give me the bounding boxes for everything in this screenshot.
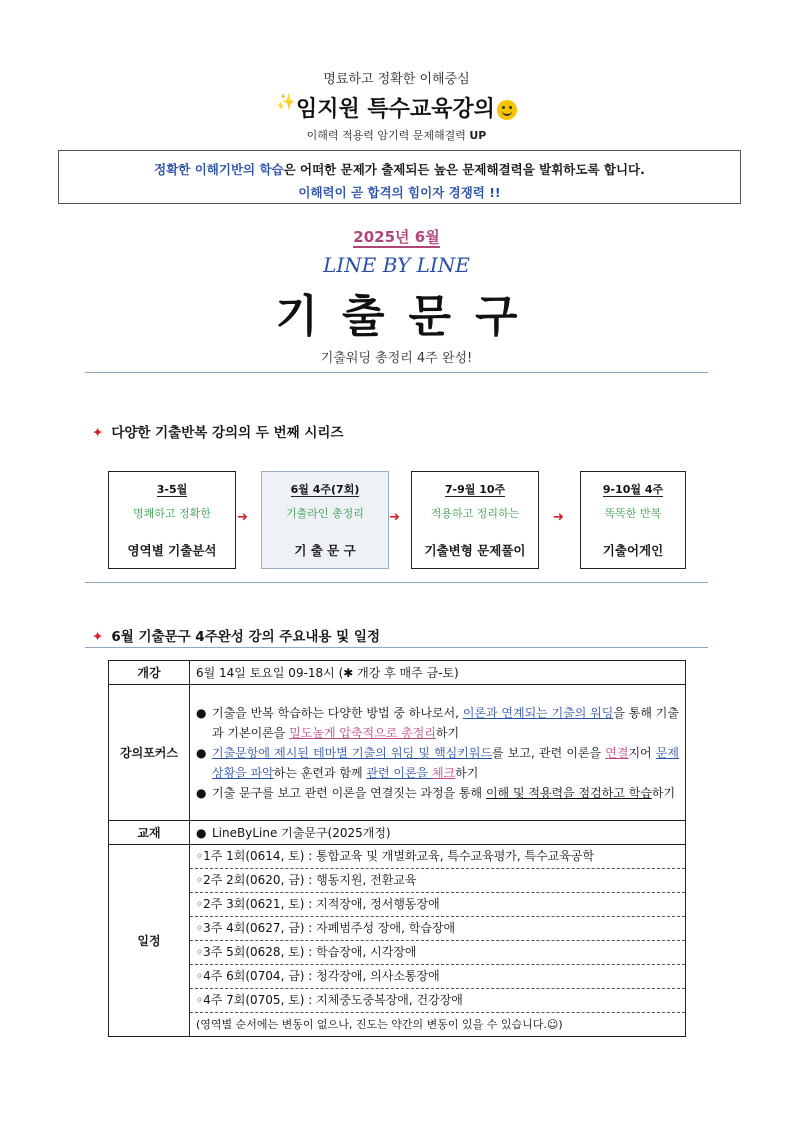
arrow-right-icon: ➜: [553, 510, 564, 525]
row-label: 개강: [109, 661, 190, 685]
series-heading-text: 다양한 기출반복 강의의 두 번째 시리즈: [111, 425, 344, 441]
series-card: [108, 471, 236, 569]
divider: [85, 372, 708, 373]
series-card: [411, 471, 539, 569]
session-row: ◦2주 2회(0620, 금) : 행동지원, 전환교육: [190, 869, 685, 893]
list-item: ● 기출 문구를 보고 관련 이론을 연결짓는 과정을 통해 이해 및 적용력을 점검하고 학습하기: [196, 785, 676, 800]
card-desc: 기출라인 총정리: [286, 507, 364, 520]
schedule-heading: [92, 625, 380, 645]
card-date: 6월 4주(7회): [290, 483, 360, 496]
card-date: 7-9월 10주: [444, 483, 506, 496]
card-name: 기출어게인: [602, 543, 664, 558]
divider: [85, 582, 708, 583]
diamond-icon: ✦: [92, 425, 104, 441]
series-heading: [92, 421, 343, 441]
card-desc: 명쾌하고 정확한: [133, 507, 211, 520]
subtagline: [0, 127, 793, 143]
series-card: [580, 471, 686, 569]
series-card-current: [261, 471, 389, 569]
notice-rest: 은 어떠한 문제가 출제되든 높은 문제해결력을 발휘하도록 합니다.: [283, 162, 645, 177]
smiley-icon: [497, 100, 517, 120]
month-text: 2025년 6월: [353, 228, 440, 246]
row-label: 교재: [109, 821, 190, 845]
table-row: [109, 821, 686, 845]
table-row: [109, 685, 686, 821]
opening-value: 6월 14일 토요일 09-18시 (✱ 개강 후 매주 금-토): [190, 661, 686, 685]
diamond-icon: ✦: [92, 629, 104, 645]
line-by-line: LINE BY LINE: [323, 253, 470, 277]
title-text: 임지원 특수교육강의: [295, 97, 495, 122]
arrow-right-icon: ➜: [237, 510, 248, 525]
textbook-value: LineByLine 기출문구(2025개정): [212, 825, 391, 840]
session-row: ◦4주 6회(0704, 금) : 청각장애, 의사소통장애: [190, 965, 685, 989]
card-desc: 적용하고 정리하는: [430, 507, 520, 520]
schedule-table: [108, 660, 686, 1037]
tagline: 명료하고 정확한 이해중심: [323, 72, 470, 87]
sparkle-icon: ✨: [276, 92, 296, 111]
list-item: ● 기출문항에 제시된 테마별 기출의 워딩 및 핵심키워드를 보고, 관련 이론을 연결지어 문제상황을 파악하는 훈련과 함께 관련 이론을 체크하기: [196, 745, 680, 780]
card-date: 9-10월 4주: [602, 483, 664, 496]
session-row: ◦3주 5회(0628, 토) : 학습장애, 시각장애: [190, 941, 685, 965]
arrow-right-icon: ➜: [389, 510, 400, 525]
big-title: 기출문구: [275, 291, 542, 342]
subtag-up: UP: [469, 129, 487, 142]
notice-highlight: 정확한 이해기반의 학습: [154, 162, 284, 177]
table-row: [109, 661, 686, 685]
session-row: ◦3주 4회(0627, 금) : 자폐범주성 장애, 학습장애: [190, 917, 685, 941]
row-label: 강의포커스: [109, 685, 190, 821]
card-desc: 똑똑한 반복: [604, 507, 662, 520]
schedule-heading-text: 6월 기출문구 4주완성 강의 주요내용 및 일정: [111, 629, 380, 645]
session-row: ◦4주 7회(0705, 토) : 지체중도중복장애, 건강장애: [190, 989, 685, 1013]
list-item: ● 기출을 반복 학습하는 다양한 방법 중 하나로서, 이론과 연계되는 기출의 워딩을 통해 기출과 기본이론을 밀도높게 압축적으로 총정리하기: [196, 705, 679, 740]
notice-line-1: [59, 160, 740, 178]
notice-line-2: 이해력이 곧 합격의 힘이자 경쟁력 !!: [298, 185, 501, 200]
textbook-cell: ● LineByLine 기출문구(2025개정): [190, 821, 686, 845]
divider: [85, 647, 708, 648]
row-label: 일정: [109, 845, 190, 1037]
table-row: [109, 845, 686, 1037]
month-label: [0, 226, 793, 247]
card-name: 기출변형 문제풀이: [424, 543, 526, 558]
schedule-note: (영역별 순서에는 변동이 없으나, 진도는 약간의 변동이 있을 수 있습니다.☺): [196, 1018, 563, 1031]
session-row: ◦2주 3회(0621, 토) : 지적장애, 정서행동장애: [190, 893, 685, 917]
card-name: 기 출 문 구: [294, 543, 356, 558]
card-name: 영역별 기출분석: [127, 543, 217, 558]
notice-box: [58, 150, 741, 204]
subtag-text: 이해력 적용력 암기력 문제해결력: [306, 129, 466, 142]
subtitle: 기출워딩 총정리 4주 완성!: [320, 351, 473, 366]
focus-cell: [190, 685, 686, 821]
sessions-cell: [190, 845, 686, 1037]
page-title: [0, 92, 793, 123]
card-date: 3-5월: [156, 483, 188, 496]
session-row: ◦1주 1회(0614, 토) : 통합교육 및 개별화교육, 특수교육평가, 특수교육공학: [190, 845, 685, 869]
